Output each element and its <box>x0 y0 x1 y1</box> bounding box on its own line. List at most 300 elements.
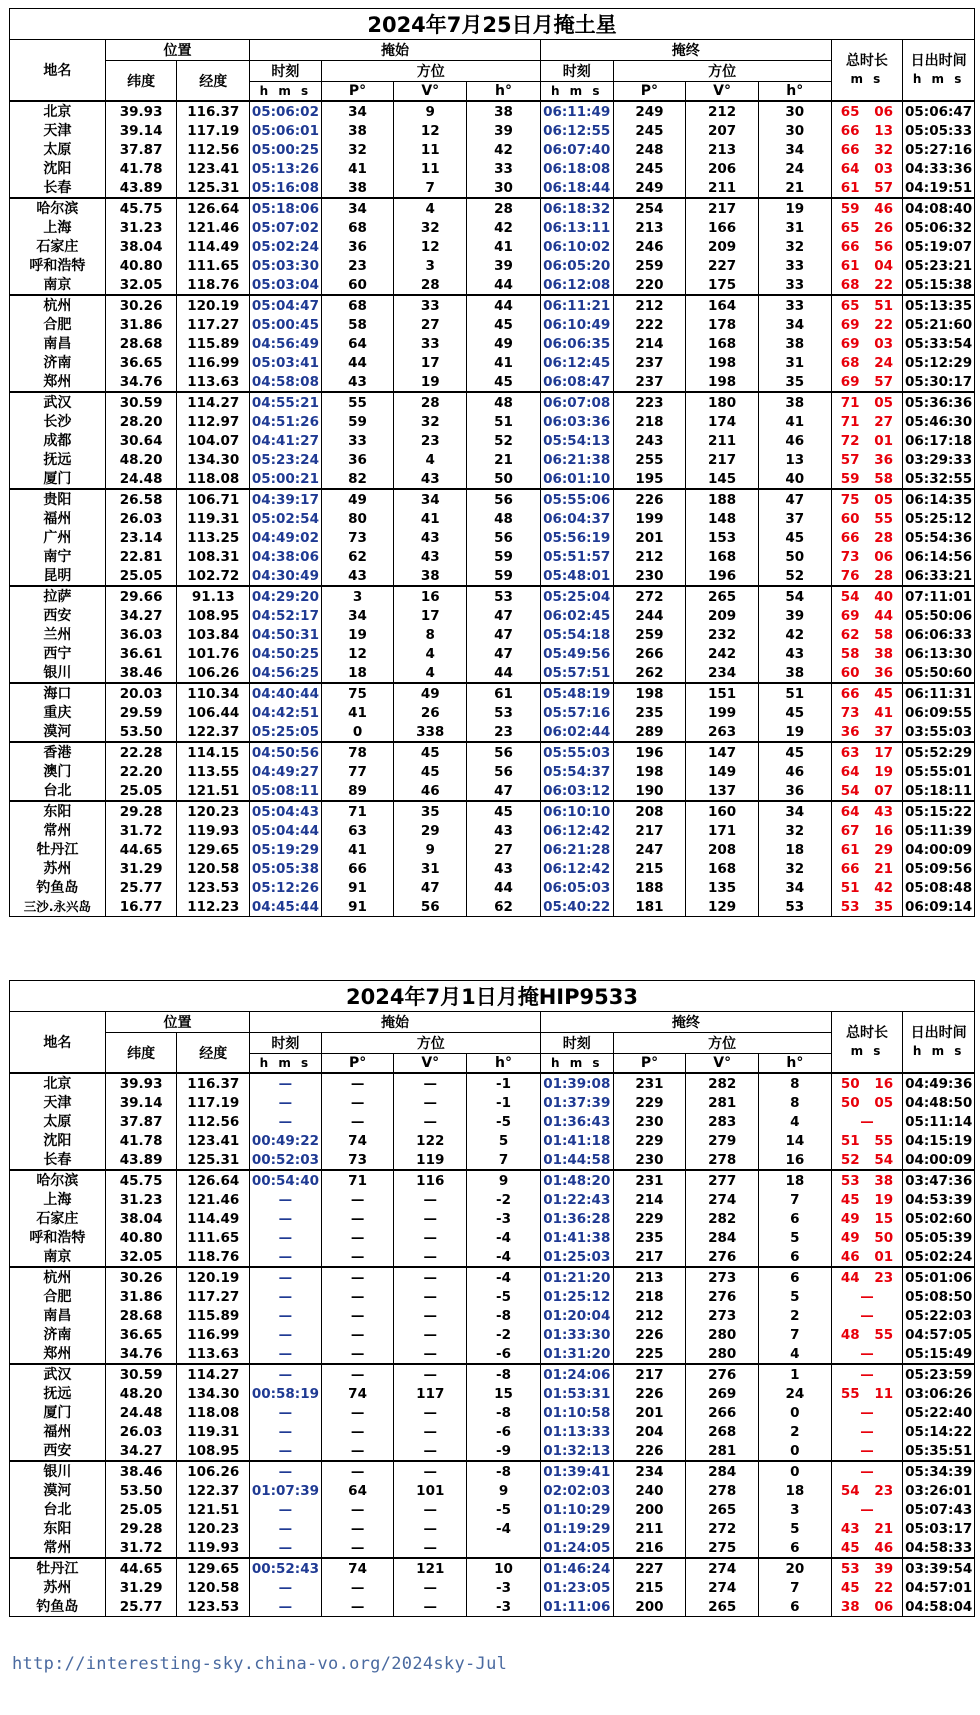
end-h: 24 <box>759 1384 832 1403</box>
end-time: 01:24:05 <box>540 1538 613 1558</box>
sunrise-time: 05:15:49 <box>903 1344 975 1364</box>
end-v: 282 <box>686 1209 759 1228</box>
duration: 61 04 <box>831 256 903 275</box>
header-duration <box>831 40 903 102</box>
start-p: — <box>321 1093 394 1112</box>
city-name: 长春 <box>10 1150 106 1170</box>
duration: 66 32 <box>831 140 903 159</box>
duration: 68 22 <box>831 275 903 295</box>
header-end: 掩终 <box>540 1012 831 1033</box>
end-h: 50 <box>758 547 831 566</box>
latitude: 44.65 <box>105 840 177 859</box>
end-time: 01:41:18 <box>540 1131 613 1150</box>
start-v: 41 <box>394 509 467 528</box>
start-p: 32 <box>321 140 394 159</box>
end-h: 8 <box>759 1073 832 1093</box>
end-time: 05:56:19 <box>540 528 613 547</box>
end-time: 06:05:03 <box>540 878 613 897</box>
city-name: 重庆 <box>10 703 106 722</box>
start-v: 101 <box>394 1481 467 1500</box>
start-p: 59 <box>321 412 394 431</box>
sunrise-time: 03:47:36 <box>903 1170 975 1190</box>
duration: 76 28 <box>831 566 903 586</box>
start-time: 05:16:08 <box>250 178 322 198</box>
start-h: -1 <box>467 1073 541 1093</box>
longitude: 116.37 <box>177 101 250 121</box>
duration: 64 43 <box>831 801 903 821</box>
start-v: — <box>394 1228 467 1247</box>
table-row <box>10 1112 975 1131</box>
table-row <box>10 334 975 353</box>
end-v: 284 <box>686 1228 759 1247</box>
latitude: 43.89 <box>105 1150 177 1170</box>
start-h: -3 <box>467 1578 541 1597</box>
table-row <box>10 1325 975 1344</box>
end-time: 01:32:13 <box>540 1441 613 1461</box>
header-end-hms: h m s <box>540 82 613 102</box>
city-name: 常州 <box>10 821 106 840</box>
start-v: — <box>394 1287 467 1306</box>
start-v: — <box>394 1325 467 1344</box>
start-time: 00:52:43 <box>250 1558 322 1578</box>
duration: 72 01 <box>831 431 903 450</box>
city-name: 广州 <box>10 528 106 547</box>
sunrise-time: 05:06:47 <box>903 101 975 121</box>
end-v: 171 <box>686 821 759 840</box>
start-p: 23 <box>321 256 394 275</box>
start-v: 17 <box>394 606 467 625</box>
sunrise-time: 05:15:38 <box>903 275 975 295</box>
latitude: 25.05 <box>105 1500 177 1519</box>
latitude: 53.50 <box>105 722 177 742</box>
end-v: 153 <box>686 528 759 547</box>
table-row <box>10 1441 975 1461</box>
longitude: 112.23 <box>177 897 250 917</box>
sunrise-time: 04:58:33 <box>903 1538 975 1558</box>
longitude: 120.58 <box>177 859 250 878</box>
end-v: 135 <box>686 878 759 897</box>
header-end-hms: h m s <box>540 1054 613 1074</box>
end-p: 217 <box>613 1247 686 1267</box>
table-row <box>10 606 975 625</box>
end-p: 254 <box>613 198 686 218</box>
end-v: 206 <box>686 159 759 178</box>
latitude: 48.20 <box>105 1384 177 1403</box>
end-time: 06:21:38 <box>540 450 613 469</box>
header-end-h: h° <box>759 1054 832 1074</box>
start-h: -1 <box>467 1093 541 1112</box>
latitude: 23.14 <box>105 528 177 547</box>
sunrise-time: 05:21:60 <box>903 315 975 334</box>
city-name: 牡丹江 <box>10 1558 106 1578</box>
latitude: 20.03 <box>105 683 177 703</box>
end-v: 137 <box>686 781 759 801</box>
start-h: -6 <box>467 1344 541 1364</box>
start-v: 43 <box>394 547 467 566</box>
longitude: 113.63 <box>177 1344 250 1364</box>
start-time: 01:07:39 <box>250 1481 322 1500</box>
start-h: 5 <box>467 1131 541 1150</box>
end-p: 259 <box>613 625 686 644</box>
end-h: 8 <box>759 1093 832 1112</box>
table-row <box>10 1519 975 1538</box>
latitude: 43.89 <box>105 178 177 198</box>
end-h: 42 <box>758 625 831 644</box>
start-p: — <box>321 1247 394 1267</box>
start-time: — <box>250 1247 322 1267</box>
longitude: 123.41 <box>177 159 250 178</box>
start-p: 82 <box>321 469 394 489</box>
table-row <box>10 489 975 509</box>
duration: 54 23 <box>831 1481 903 1500</box>
city-name: 银川 <box>10 663 106 683</box>
end-time: 06:08:47 <box>540 372 613 392</box>
start-v: 56 <box>394 897 467 917</box>
end-time: 01:25:12 <box>540 1287 613 1306</box>
sunrise-time: 05:30:17 <box>903 372 975 392</box>
start-p: 68 <box>321 295 394 315</box>
city-name: 呼和浩特 <box>10 256 106 275</box>
end-v: 281 <box>686 1093 759 1112</box>
start-p: 91 <box>321 897 394 917</box>
end-v: 178 <box>686 315 759 334</box>
sunrise-time: 06:09:14 <box>903 897 975 917</box>
source-url[interactable]: http://interesting-sky.china-vo.org/2024sky-Jul <box>12 1654 508 1674</box>
duration: 54 07 <box>831 781 903 801</box>
start-v: 117 <box>394 1384 467 1403</box>
start-time: — <box>250 1228 322 1247</box>
end-time: 06:21:28 <box>540 840 613 859</box>
latitude: 48.20 <box>105 450 177 469</box>
latitude: 30.59 <box>105 1364 177 1384</box>
start-p: — <box>321 1228 394 1247</box>
longitude: 126.64 <box>177 198 250 218</box>
longitude: 113.55 <box>177 762 250 781</box>
longitude: 114.27 <box>177 392 250 412</box>
start-p: 63 <box>321 821 394 840</box>
end-v: 174 <box>686 412 759 431</box>
duration: 53 35 <box>831 897 903 917</box>
longitude: 118.76 <box>177 1247 250 1267</box>
duration: — <box>831 1287 903 1306</box>
table-row <box>10 159 975 178</box>
end-h: 34 <box>758 140 831 159</box>
longitude: 120.23 <box>177 801 250 821</box>
end-time: 01:24:06 <box>540 1364 613 1384</box>
end-p: 212 <box>613 1306 686 1325</box>
latitude: 28.20 <box>105 412 177 431</box>
longitude: 112.56 <box>177 140 250 159</box>
sunrise-time: 05:23:21 <box>903 256 975 275</box>
city-name: 漠河 <box>10 722 106 742</box>
city-name: 抚远 <box>10 1384 106 1403</box>
longitude: 117.27 <box>177 1287 250 1306</box>
table-row <box>10 450 975 469</box>
end-p: 190 <box>613 781 686 801</box>
city-name: 石家庄 <box>10 1209 106 1228</box>
start-h: -5 <box>467 1287 541 1306</box>
end-h: 38 <box>758 663 831 683</box>
end-p: 214 <box>613 1190 686 1209</box>
duration: 61 57 <box>831 178 903 198</box>
start-p: 0 <box>321 722 394 742</box>
latitude: 39.14 <box>105 121 177 140</box>
city-name: 厦门 <box>10 469 106 489</box>
sunrise-time: 04:19:51 <box>903 178 975 198</box>
end-h: 0 <box>759 1461 832 1481</box>
end-p: 212 <box>613 547 686 566</box>
longitude: 114.49 <box>177 237 250 256</box>
end-p: 229 <box>613 1093 686 1112</box>
end-v: 208 <box>686 840 759 859</box>
end-v: 175 <box>686 275 759 295</box>
latitude: 29.28 <box>105 1519 177 1538</box>
start-v: 116 <box>394 1170 467 1190</box>
end-v: 198 <box>686 353 759 372</box>
duration: 73 06 <box>831 547 903 566</box>
end-v: 160 <box>686 801 759 821</box>
start-time: 05:18:06 <box>250 198 322 218</box>
sunrise-time: 05:55:01 <box>903 762 975 781</box>
end-h: 52 <box>758 566 831 586</box>
end-p: 201 <box>613 528 686 547</box>
end-p: 216 <box>613 1538 686 1558</box>
start-h: 44 <box>467 295 541 315</box>
end-p: 237 <box>613 353 686 372</box>
end-v: 213 <box>686 140 759 159</box>
city-name: 长沙 <box>10 412 106 431</box>
start-v: 19 <box>394 372 467 392</box>
start-h: 49 <box>467 334 541 353</box>
city-name: 昆明 <box>10 566 106 586</box>
duration: 66 13 <box>831 121 903 140</box>
sunrise-time: 04:00:09 <box>903 1150 975 1170</box>
sunrise-time: 05:54:36 <box>903 528 975 547</box>
start-time: 05:00:21 <box>250 469 322 489</box>
longitude: 119.31 <box>177 509 250 528</box>
table-row <box>10 1481 975 1500</box>
start-h: 48 <box>467 509 541 528</box>
end-v: 282 <box>686 1073 759 1093</box>
city-name: 呼和浩特 <box>10 1228 106 1247</box>
end-h: 34 <box>758 801 831 821</box>
start-time: 05:00:45 <box>250 315 322 334</box>
latitude: 32.05 <box>105 275 177 295</box>
start-h: 41 <box>467 353 541 372</box>
table-row <box>10 469 975 489</box>
longitude: 114.27 <box>177 1364 250 1384</box>
sunrise-time: 05:15:22 <box>903 801 975 821</box>
latitude: 53.50 <box>105 1481 177 1500</box>
end-v: 129 <box>686 897 759 917</box>
end-time: 06:12:45 <box>540 353 613 372</box>
end-time: 01:36:43 <box>540 1112 613 1131</box>
start-p: 36 <box>321 237 394 256</box>
start-v: 7 <box>394 178 467 198</box>
start-p: 80 <box>321 509 394 528</box>
table-row <box>10 742 975 762</box>
start-time: 05:06:01 <box>250 121 322 140</box>
end-time: 01:44:58 <box>540 1150 613 1170</box>
end-v: 168 <box>686 859 759 878</box>
longitude: 106.44 <box>177 703 250 722</box>
table-row <box>10 781 975 801</box>
city-name: 西安 <box>10 606 106 625</box>
end-v: 212 <box>686 101 759 121</box>
duration: 53 39 <box>831 1558 903 1578</box>
start-time: 04:49:27 <box>250 762 322 781</box>
table-row <box>10 663 975 683</box>
city-name: 苏州 <box>10 859 106 878</box>
city-name: 石家庄 <box>10 237 106 256</box>
end-h: 6 <box>759 1597 832 1617</box>
end-v: 263 <box>686 722 759 742</box>
end-time: 06:11:21 <box>540 295 613 315</box>
end-p: 246 <box>613 237 686 256</box>
end-p: 208 <box>613 801 686 821</box>
longitude: 102.72 <box>177 566 250 586</box>
header-position: 位置 <box>105 40 249 61</box>
city-name: 武汉 <box>10 1364 106 1384</box>
start-v: 33 <box>394 295 467 315</box>
city-name: 东阳 <box>10 1519 106 1538</box>
end-v: 148 <box>686 509 759 528</box>
sunrise-time: 05:36:36 <box>903 392 975 412</box>
sunrise-time: 04:48:50 <box>903 1093 975 1112</box>
end-h: 4 <box>759 1112 832 1131</box>
start-time: 05:13:26 <box>250 159 322 178</box>
start-time: 04:39:17 <box>250 489 322 509</box>
latitude: 38.04 <box>105 1209 177 1228</box>
end-time: 01:53:31 <box>540 1384 613 1403</box>
start-h: 30 <box>467 178 541 198</box>
start-v: 4 <box>394 644 467 663</box>
longitude: 121.46 <box>177 218 250 237</box>
table-row <box>10 703 975 722</box>
longitude: 119.31 <box>177 1422 250 1441</box>
latitude: 31.72 <box>105 1538 177 1558</box>
longitude: 116.37 <box>177 1073 250 1093</box>
start-p: 60 <box>321 275 394 295</box>
longitude: 114.49 <box>177 1209 250 1228</box>
duration: 71 05 <box>831 392 903 412</box>
longitude: 116.99 <box>177 353 250 372</box>
start-time: — <box>250 1578 322 1597</box>
start-time: 00:49:22 <box>250 1131 322 1150</box>
start-h: 42 <box>467 218 541 237</box>
start-time: 04:58:08 <box>250 372 322 392</box>
city-name: 沈阳 <box>10 159 106 178</box>
city-name: 太原 <box>10 140 106 159</box>
end-p: 244 <box>613 606 686 625</box>
start-p: 89 <box>321 781 394 801</box>
duration: 67 16 <box>831 821 903 840</box>
end-h: 45 <box>758 742 831 762</box>
longitude: 134.30 <box>177 1384 250 1403</box>
start-time: 04:42:51 <box>250 703 322 722</box>
end-p: 181 <box>613 897 686 917</box>
table-row <box>10 1364 975 1384</box>
end-h: 36 <box>758 781 831 801</box>
latitude: 34.76 <box>105 1344 177 1364</box>
sunrise-time: 04:00:09 <box>903 840 975 859</box>
start-h: -5 <box>467 1112 541 1131</box>
end-v: 274 <box>686 1190 759 1209</box>
end-time: 01:39:08 <box>540 1073 613 1093</box>
end-h: 2 <box>759 1306 832 1325</box>
end-time: 06:07:40 <box>540 140 613 159</box>
start-time: — <box>250 1441 322 1461</box>
start-v: 43 <box>394 528 467 547</box>
end-h: 6 <box>759 1247 832 1267</box>
start-h: 48 <box>467 392 541 412</box>
sunrise-time: 05:18:11 <box>903 781 975 801</box>
start-v: 121 <box>394 1558 467 1578</box>
end-v: 199 <box>686 703 759 722</box>
start-v: 47 <box>394 878 467 897</box>
sunrise-time: 04:57:01 <box>903 1578 975 1597</box>
start-h: -8 <box>467 1403 541 1422</box>
end-h: 7 <box>759 1325 832 1344</box>
start-time: 04:50:31 <box>250 625 322 644</box>
longitude: 111.65 <box>177 1228 250 1247</box>
table-row <box>10 801 975 821</box>
start-v: — <box>394 1247 467 1267</box>
start-h: -8 <box>467 1364 541 1384</box>
end-p: 235 <box>613 703 686 722</box>
start-v: 34 <box>394 489 467 509</box>
table-row <box>10 101 975 121</box>
longitude: 119.93 <box>177 821 250 840</box>
start-v: 45 <box>394 742 467 762</box>
start-v: 23 <box>394 431 467 450</box>
sunrise-time: 05:50:60 <box>903 663 975 683</box>
table-row <box>10 178 975 198</box>
longitude: 123.41 <box>177 1131 250 1150</box>
table-row <box>10 1403 975 1422</box>
end-time: 05:51:57 <box>540 547 613 566</box>
end-h: 34 <box>758 878 831 897</box>
start-h: -3 <box>467 1597 541 1617</box>
table-row <box>10 859 975 878</box>
start-v: 119 <box>394 1150 467 1170</box>
latitude: 38.04 <box>105 237 177 256</box>
city-name: 郑州 <box>10 372 106 392</box>
header-sunrise-label: 日出时间 <box>910 1025 967 1041</box>
end-h: 39 <box>758 606 831 625</box>
duration: 51 42 <box>831 878 903 897</box>
longitude: 120.58 <box>177 1578 250 1597</box>
end-h: 30 <box>758 121 831 140</box>
start-v: — <box>394 1597 467 1617</box>
end-time: 06:12:42 <box>540 821 613 840</box>
sunrise-time: 05:50:06 <box>903 606 975 625</box>
sunrise-time: 05:33:54 <box>903 334 975 353</box>
start-p: — <box>321 1441 394 1461</box>
start-time: 04:52:17 <box>250 606 322 625</box>
duration: 38 06 <box>831 1597 903 1617</box>
start-p: — <box>321 1364 394 1384</box>
duration: 73 41 <box>831 703 903 722</box>
start-time: 05:06:02 <box>250 101 322 121</box>
end-p: 272 <box>613 586 686 606</box>
start-h: 56 <box>467 742 541 762</box>
sunrise-time: 03:29:33 <box>903 450 975 469</box>
end-p: 198 <box>613 683 686 703</box>
end-p: 237 <box>613 372 686 392</box>
city-name: 上海 <box>10 1190 106 1209</box>
longitude: 101.76 <box>177 644 250 663</box>
